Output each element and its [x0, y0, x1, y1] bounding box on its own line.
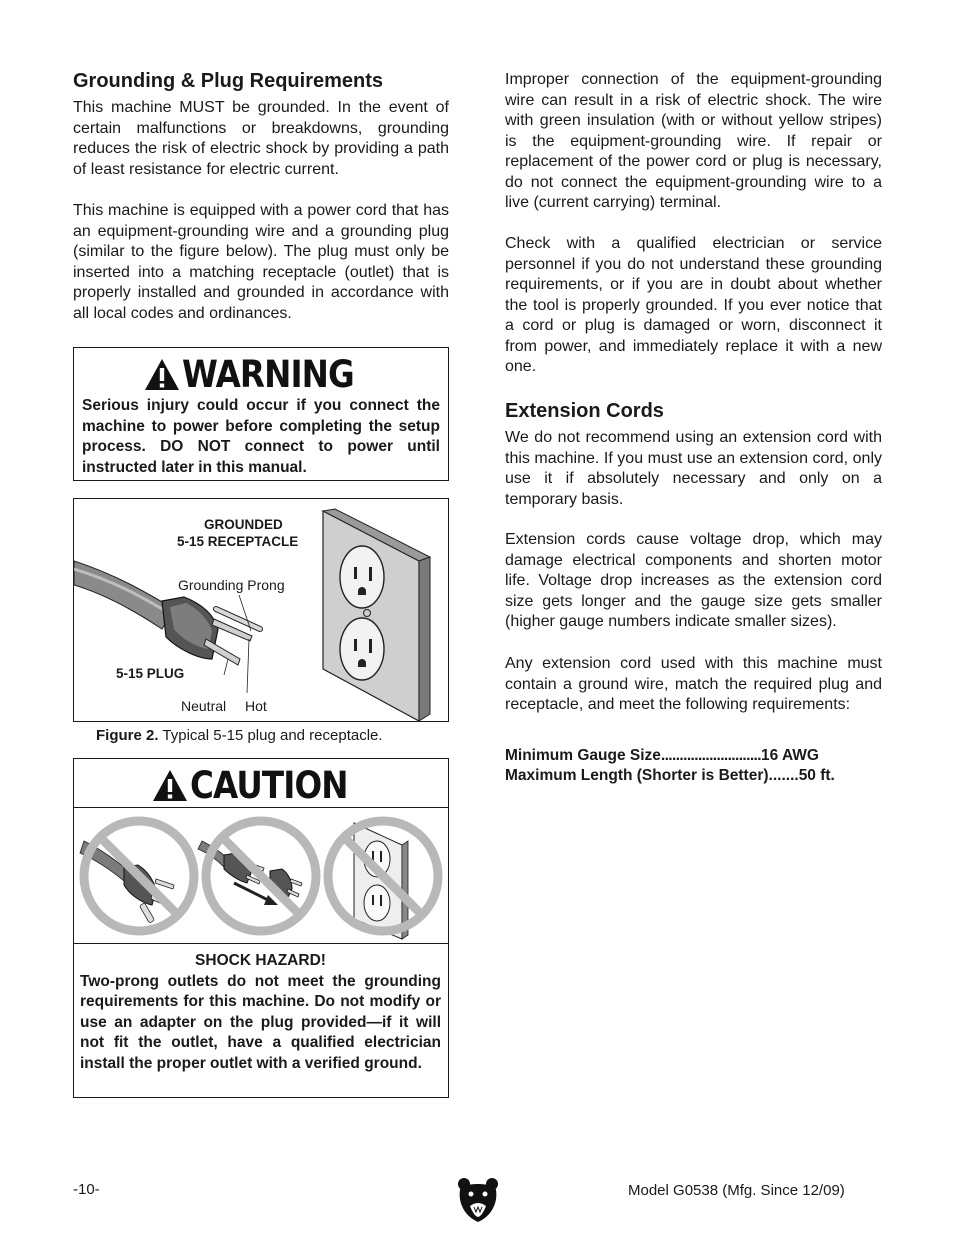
warning-box — [73, 347, 449, 481]
neutral-label: Neutral — [181, 698, 227, 714]
spec-min-gauge — [505, 747, 819, 765]
spec-max-length — [505, 767, 835, 785]
right-paragraph-2: Check with a qualified electrician or service personnel if you do not understand these grounding requirements, or if you are in doubt about whether the tool is properly grounded. If you ever notice that a cord or plug is damaged or worn, disconnect it from power, and immediately replace it with a new one. — [505, 235, 882, 375]
caution-text-block — [80, 951, 441, 1074]
warning-text: Serious injury could occur if you connect the machine to power before completing the setup process. DO NOT connect to power until instructed later in this manual. — [82, 397, 440, 476]
caution-title: CAUTION — [190, 763, 349, 807]
spec-max-length-value: 50 ft. — [798, 767, 835, 784]
section-heading-extension-cords: Extension Cords — [505, 400, 664, 422]
prohibition-illustrations — [74, 811, 447, 941]
caution-triangle-icon — [152, 769, 188, 802]
figure-caption — [96, 727, 383, 744]
spec-min-gauge-value: 16 AWG — [760, 747, 819, 764]
section-heading-grounding: Grounding & Plug Requirements — [73, 70, 384, 92]
figure-caption-bold: Figure 2. — [96, 727, 159, 744]
plug-label: 5-15 PLUG — [116, 666, 185, 681]
figure-caption-text: Typical 5-15 plug and receptacle. — [158, 727, 383, 744]
receptacle-label-2: 5-15 RECEPTACLE — [177, 534, 299, 549]
spec-min-gauge-label: Minimum Gauge Size — [505, 747, 661, 764]
adapter-prohibited-icon — [198, 821, 316, 931]
warning-title-row — [74, 354, 448, 394]
grounding-paragraph-2: This machine is equipped with a power cord that has an equipment-grounding wire and a grounding plug (similar to the figure below). The plug must only be inserted into a matching receptacle (outlet) that is properly installed and grounded in accordance with all local codes and ordinances. — [73, 202, 449, 322]
grounding-paragraph-1: This machine MUST be grounded. In the event of certain malfunctions or breakdowns, grounding reduces the risk of electric shock by providing a path of least resistance for electric current. — [73, 99, 449, 178]
warning-triangle-icon — [144, 358, 180, 391]
caution-image-divider — [74, 943, 448, 944]
two-prong-outlet-prohibited-icon — [328, 821, 438, 939]
grounding-prong-label: Grounding Prong — [178, 577, 285, 593]
extension-paragraph-3: Any extension cord used with this machine must contain a ground wire, match the required plug and receptacle, and meet the following requirements: — [505, 655, 882, 713]
caution-text: Two-prong outlets do not meet the grounding requirements for this machine. Do not modify or use an adapter on the plug provided—if it will not fit the outlet, have a qualified electrician install the proper outlet with a verified ground. — [80, 972, 441, 1072]
caution-title-row — [74, 765, 448, 805]
caution-title-divider — [74, 807, 448, 808]
warning-title: WARNING — [182, 352, 355, 396]
right-paragraph-1: Improper connection of the equipment-grounding wire can result in a risk of electric shock. The wire with green insulation (with or without yellow stripes) is the equipment-grounding wire. If repair or replacement of the power cord or plug is necessary, do not connect the equipment-grounding wire to a live (current carrying) terminal. — [505, 71, 882, 211]
caution-heading: SHOCK HAZARD! — [195, 952, 326, 969]
model-label: Model G0538 (Mfg. Since 12/09) — [628, 1182, 845, 1199]
page-number: -10- — [73, 1181, 100, 1198]
hot-label: Hot — [245, 698, 267, 714]
spec-max-length-dots: ....... — [768, 767, 799, 784]
extension-paragraph-2: Extension cords cause voltage drop, which may damage electrical components and shorten motor life. Voltage drop increases as the extension cord size gets longer and the gauge size gets smaller (higher gauge numbers indicate smaller sizes). — [505, 531, 882, 630]
figure-box — [73, 498, 449, 722]
spec-max-length-label: Maximum Length (Shorter is Better) — [505, 767, 769, 784]
bear-head-logo-icon — [456, 1176, 500, 1224]
spec-min-gauge-dots: ........................... — [660, 747, 761, 764]
broken-prong-prohibited-icon — [80, 821, 194, 931]
receptacle-label-1: GROUNDED — [204, 517, 283, 532]
caution-box — [73, 758, 449, 1098]
extension-paragraph-1: We do not recommend using an extension cord with this machine. If you must use an extension cord, only use it if absolutely necessary and only on a temporary basis. — [505, 429, 882, 508]
